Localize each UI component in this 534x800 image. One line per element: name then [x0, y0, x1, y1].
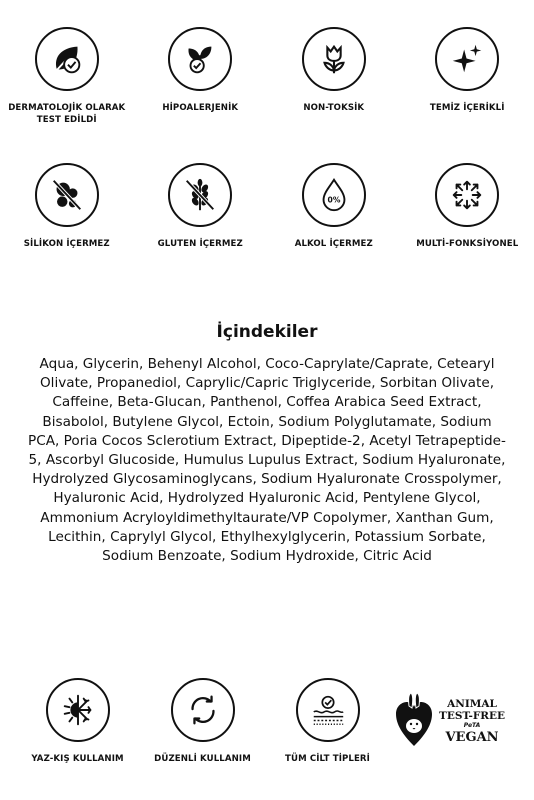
feature-silicone-free [0, 163, 134, 250]
no-gluten-icon [181, 176, 219, 214]
feature-gluten-free [134, 163, 268, 250]
feature-label: DÜZENLİ KULLANIM [154, 754, 251, 764]
feature-row-3 [0, 678, 534, 765]
ingredients-title: İçindekiler [216, 322, 318, 342]
feature-row-1 [0, 27, 534, 126]
badge-text [439, 698, 505, 745]
feature-all-skin-types [265, 678, 390, 765]
feature-label: DERMATOLOJİK OLARAK TEST EDİLDİ [8, 103, 126, 125]
leaf-check-icon [48, 40, 86, 78]
tulip-icon [315, 40, 353, 78]
feature-row-2 [0, 163, 534, 250]
feature-non-toxic [267, 27, 401, 126]
feature-summer-winter-use [15, 678, 140, 765]
feature-multifunctional [401, 163, 534, 250]
sun-snowflake-icon [59, 691, 97, 729]
alcohol-free-drop-icon [315, 176, 353, 214]
peta-bunny-heart-icon [394, 690, 434, 754]
feature-label: MULTİ-FONKSİYONEL [416, 239, 519, 249]
feature-label: TÜM CİLT TİPLERİ [285, 754, 370, 764]
feature-alcohol-free [267, 163, 401, 250]
no-silicone-icon [48, 176, 86, 214]
feature-label: GLUTEN İÇERMEZ [157, 239, 243, 249]
feature-label: TEMİZ İÇERİKLİ [429, 103, 505, 113]
feature-label: NON-TOKSİK [303, 103, 365, 113]
feature-hypoallergenic [134, 27, 268, 126]
badge-line-test-free: TEST-FREE [439, 710, 506, 722]
cycle-arrows-icon [184, 691, 222, 729]
feature-label: ALKOL İÇERMEZ [294, 239, 373, 249]
feature-regular-use [140, 678, 265, 765]
sparkles-icon [448, 40, 486, 78]
feature-label: YAZ-KIŞ KULLANIM [31, 754, 124, 764]
badge-line-peta: PeTA [463, 722, 481, 729]
leaves-check-icon [181, 40, 219, 78]
badge-line-animal: ANIMAL [447, 698, 497, 710]
feature-label: SİLİKON İÇERMEZ [23, 239, 110, 249]
drop-percent-text: 0% [327, 195, 341, 205]
multi-arrows-icon [448, 176, 486, 214]
skin-layers-check-icon [309, 691, 347, 729]
feature-label: HİPOALERJENİK [162, 103, 239, 113]
feature-dermatologically-tested [0, 27, 134, 126]
badge-line-vegan: VEGAN [445, 730, 499, 745]
feature-clean-ingredients [401, 27, 534, 126]
peta-vegan-badge [390, 678, 515, 765]
ingredients-text: Aqua, Glycerin, Behenyl Alcohol, Coco-Caprylate/Caprate, Cetearyl Olivate, Propanediol, Caprylic/Capric Triglyceride, Sorbitan Olivate, Caffeine, Beta-Glucan, Panthenol, Coffea Arabica Seed Extract, Bisabolol, Butylene Glycol, Ectoin, Sodium Polyglutamate, Sodium PCA, Poria Cocos Sclerotium Extract, Dipeptide-2, Acetyl Tetrapeptide-5, Ascorbyl Glucoside, Humulus Lupulus Extract, Sodium Hyaluronate, Hydrolyzed Glycosaminoglycans, Sodium Hyaluronate Crosspolymer, Hyaluronic Acid, Hydrolyzed Hyaluronic Acid, Pentylene Glycol, Ammonium Acryloyldimethyltaurate/VP Copolymer, Xanthan Gum, Lecithin, Caprylyl Glycol, Ethylhexylglycerin, Potassium Sorbate, Sodium Benzoate, Sodium Hydroxide, Citric Acid [28, 356, 506, 565]
